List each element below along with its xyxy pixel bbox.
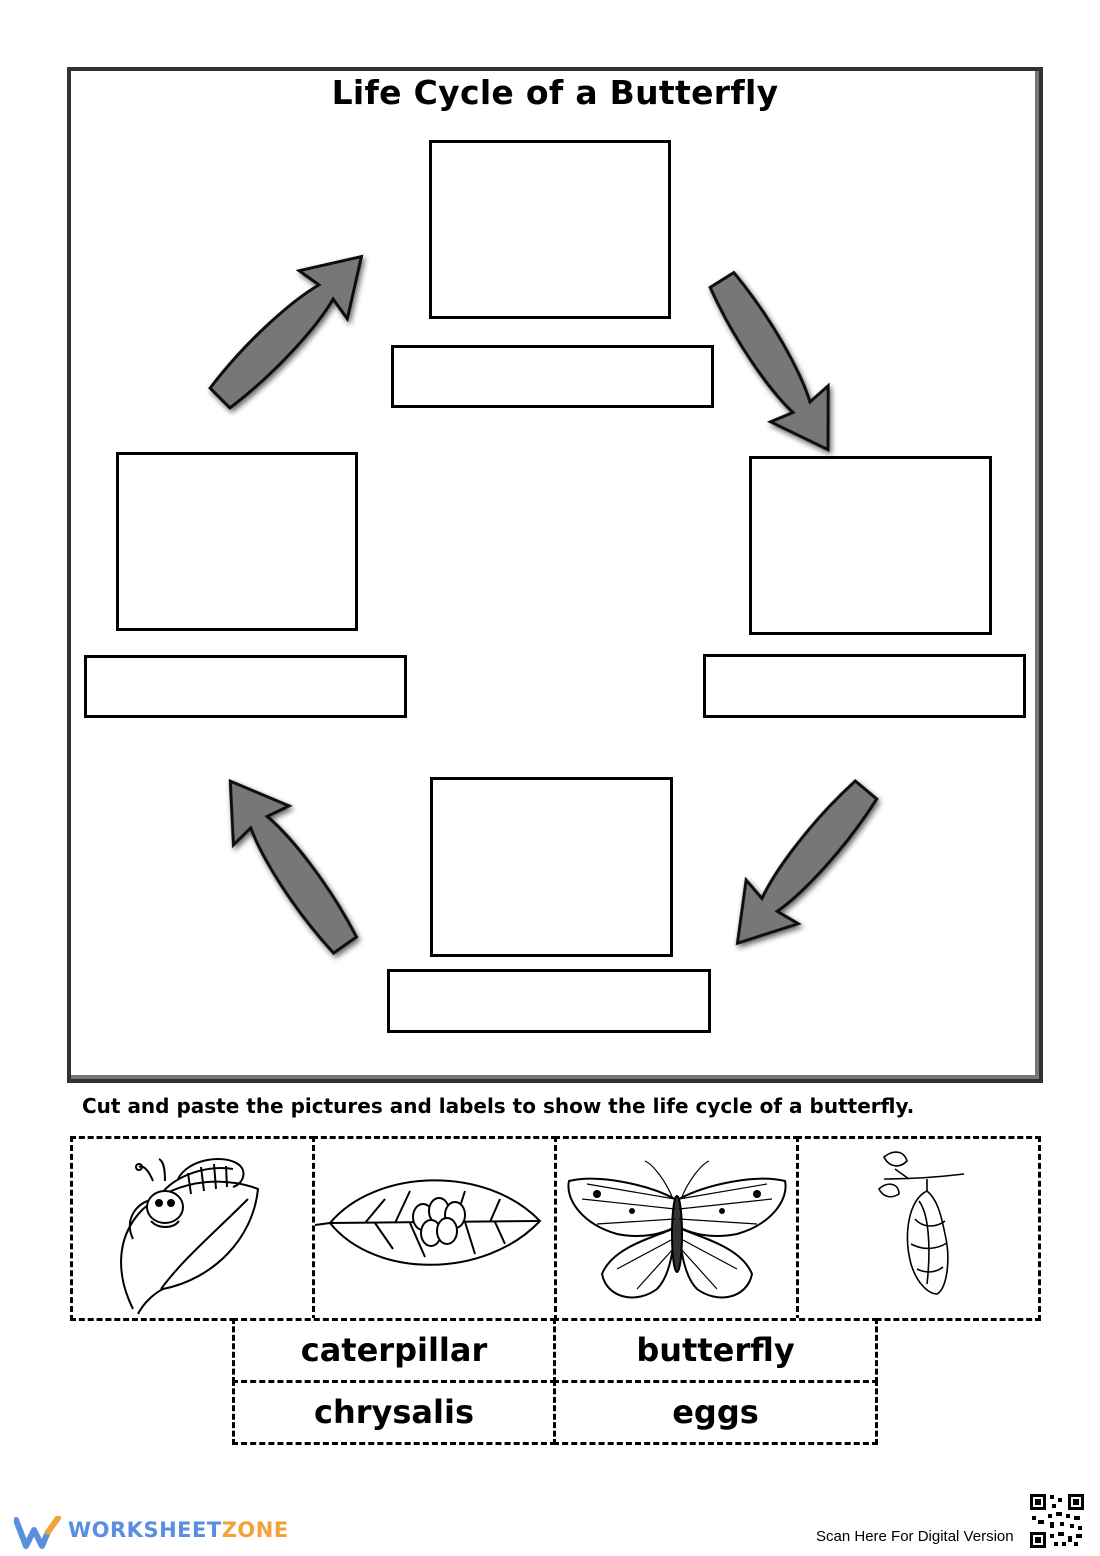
instruction-text: Cut and paste the pictures and labels to show the life cycle of a butterfly. bbox=[82, 1094, 915, 1118]
cutout-image-butterfly[interactable] bbox=[554, 1136, 799, 1321]
worksheetzone-logo-icon bbox=[14, 1516, 62, 1550]
chrysalis-icon bbox=[799, 1139, 1039, 1319]
cutout-label-caterpillar[interactable]: caterpillar bbox=[232, 1318, 556, 1383]
cutout-label-butterfly[interactable]: butterfly bbox=[553, 1318, 878, 1383]
arrow-top-to-right bbox=[693, 262, 857, 468]
cutout-image-caterpillar[interactable] bbox=[70, 1136, 315, 1321]
brand-name bbox=[68, 1518, 289, 1542]
butterfly-icon bbox=[557, 1139, 797, 1319]
qr-code-icon[interactable] bbox=[1028, 1492, 1086, 1550]
cutout-image-eggs[interactable] bbox=[312, 1136, 557, 1321]
cutout-label-chrysalis[interactable]: chrysalis bbox=[232, 1380, 556, 1445]
arrow-bottom-to-left bbox=[202, 762, 372, 965]
scan-text: Scan Here For Digital Version bbox=[816, 1528, 1014, 1545]
brand-name-part2: ZONE bbox=[221, 1518, 289, 1542]
page-title: Life Cycle of a Butterfly bbox=[331, 73, 779, 112]
cutout-image-chrysalis[interactable] bbox=[796, 1136, 1041, 1321]
cutout-label-eggs[interactable]: eggs bbox=[553, 1380, 878, 1445]
eggs-on-leaf-icon bbox=[315, 1139, 555, 1319]
caterpillar-on-leaf-icon bbox=[73, 1139, 313, 1319]
arrow-left-to-top bbox=[196, 233, 386, 423]
brand-name-part1: WORKSHEET bbox=[68, 1518, 222, 1542]
arrow-right-to-bottom bbox=[711, 768, 892, 965]
